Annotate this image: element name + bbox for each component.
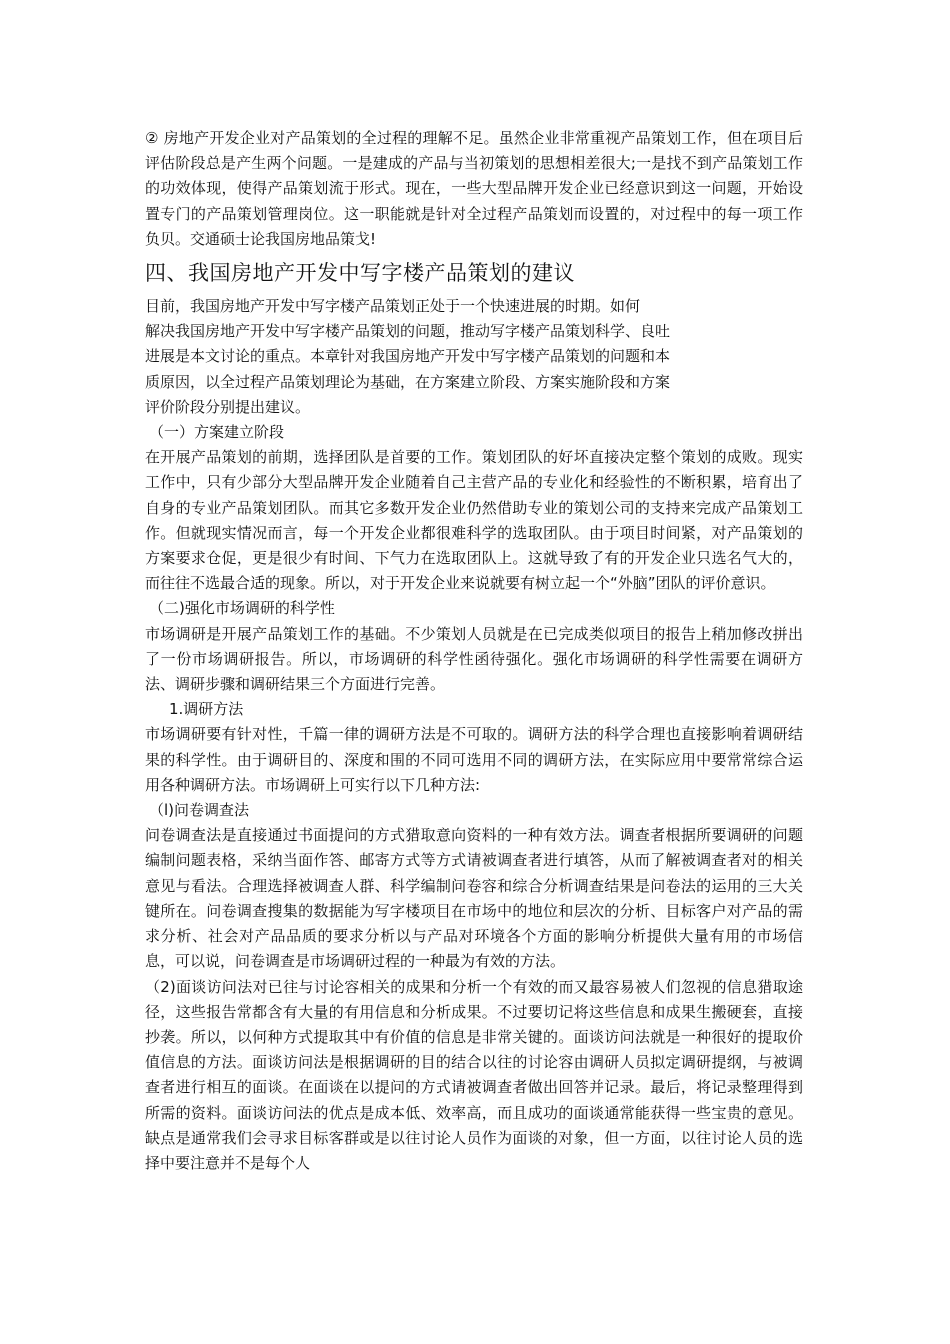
section-heading: 四、我国房地产开发中写字楼产品策划的建议 — [145, 261, 575, 286]
subheading-questionnaire: （l)问卷调查法 — [149, 801, 250, 820]
intro-line-4: 质原因，以全过程产品策划理论为基础，在方案建立阶段、方案实施阶段和方案 — [145, 372, 671, 391]
paragraph-team-selection: 在开展产品策划的前期，选择团队是首要的工作。策划团队的好坏直接决定整个策划的成败。现实工作中，只有少部分大型品牌开发企业随着自己主营产品的专业化和经验性的不断积累，培育出了自身的专业产品策划团队。而其它多数开发企业仍然借助专业的策划公司的支持来完成产品策划工作。但就现实情况而言，每一个开发企业都很难科学的选取团队。由于项目时间紧，对产品策划的方案要求仓促，更是很少有时间、下气力在选取团队上。这就导致了有的开发企业只选名气大的，而往往不选最合适的现象。所以，对于开发企业来说就要有树立起一个“外脑”团队的评价意识。 — [145, 448, 803, 593]
subheading-market-research: （二)强化市场调研的科学性 — [149, 599, 335, 618]
document-page — [145, 126, 803, 1176]
intro-paragraph — [145, 294, 735, 420]
intro-line-2: 解决我国房地产开发中写字楼产品策划的问题，推动写字楼产品策划科学、良吐 — [145, 322, 671, 341]
intro-line-5: 评价阶段分别提出建议。 — [145, 397, 311, 416]
paragraph-1: ② 房地产开发企业对产品策划的全过程的理解不足。虽然企业非常重视产品策划工作，但在项目后评估阶段总是产生两个问题。一是建成的产品与当初策划的思想相差很大;一是找不到产品策划工作的功效体现，使得产品策划流于形式。现在，一些大型品牌开发企业已经意识到这一问题，开始设置专门的产品策划管理岗位。这一职能就是针对全过程产品策划而设置的，对过程中的每一项工作负贝。交通硕士论我国房地品策戈! — [145, 129, 803, 248]
paragraph-interview: （2)面谈访问法对已往与讨论容相关的成果和分析一个有效的而又最容易被人们忽视的信息猎取途径，这些报告常都含有大量的有用信息和分析成果。不过要切记将这些信息和成果生搬硬套，直接抄袭。所以，以何种方式提取其中有价值的信息是非常关键的。面谈访问法就是一种很好的提取价值信息的方法。面谈访问法是根据调研的目的结合以往的讨论容由调研人员拟定调研提纲，与被调查者进行相互的面谈。在面谈在以提问的方式请被调查者做出回答并记录。最后，将记录整理得到所需的资料。面谈访问法的优点是成本低、效率高，而且成功的面谈通常能获得一些宝贵的意见。缺点是通常我们会寻求目标客群或是以往讨论人员作为面谈的对象，但一方面，以往讨论人员的选择中要注意并不是每个人 — [145, 977, 803, 1172]
paragraph-questionnaire: 问卷调查法是直接通过书面提问的方式猎取意向资料的一种有效方法。调查者根据所要调研的问题编制问题表格，采纳当面作答、邮寄方式等方式请被调查者进行填答，从而了解被调查者对的相关意见与看法。合理选择被调查人群、科学编制问卷容和综合分析调查结果是问卷法的运用的三大关键所在。问卷调查搜集的数据能为写字楼项目在市场中的地位和层次的分析、目标客户对产品的需求分析、社会对产品品质的要求分析以与产品对环境各个方面的影响分析提供大量有用的市场信息，可以说，问卷调查是市场调研过程的一种最为有效的方法。 — [145, 826, 803, 971]
subheading-plan-stage: （一）方案建立阶段 — [149, 423, 285, 442]
intro-line-1: 目前，我国房地产开发中写字楼产品策划正处于一个快速进展的时期。如何 — [145, 297, 641, 316]
paragraph-market-research: 市场调研是开展产品策划工作的基础。不少策划人员就是在已完成类似项目的报告上稍加修改拼出了一份市场调研报告。所以，市场调研的科学性函待强化。强化市场调研的科学性需要在调研方法、调研步骤和调研结果三个方面进行完善。 — [145, 624, 803, 694]
intro-line-3: 进展是本文讨论的重点。本章针对我国房地产开发中写字楼产品策划的问题和本 — [145, 347, 671, 366]
subheading-research-method: 1.调研方法 — [169, 700, 244, 719]
paragraph-research-method: 市场调研要有针对性，千篇一律的调研方法是不可取的。调研方法的科学合理也直接影响着调研结果的科学性。由于调研目的、深度和围的不同可选用不同的调研方法，在实际应用中要常常综合运用各种调研方法。市场调研上可实行以下几种方法: — [145, 725, 803, 794]
